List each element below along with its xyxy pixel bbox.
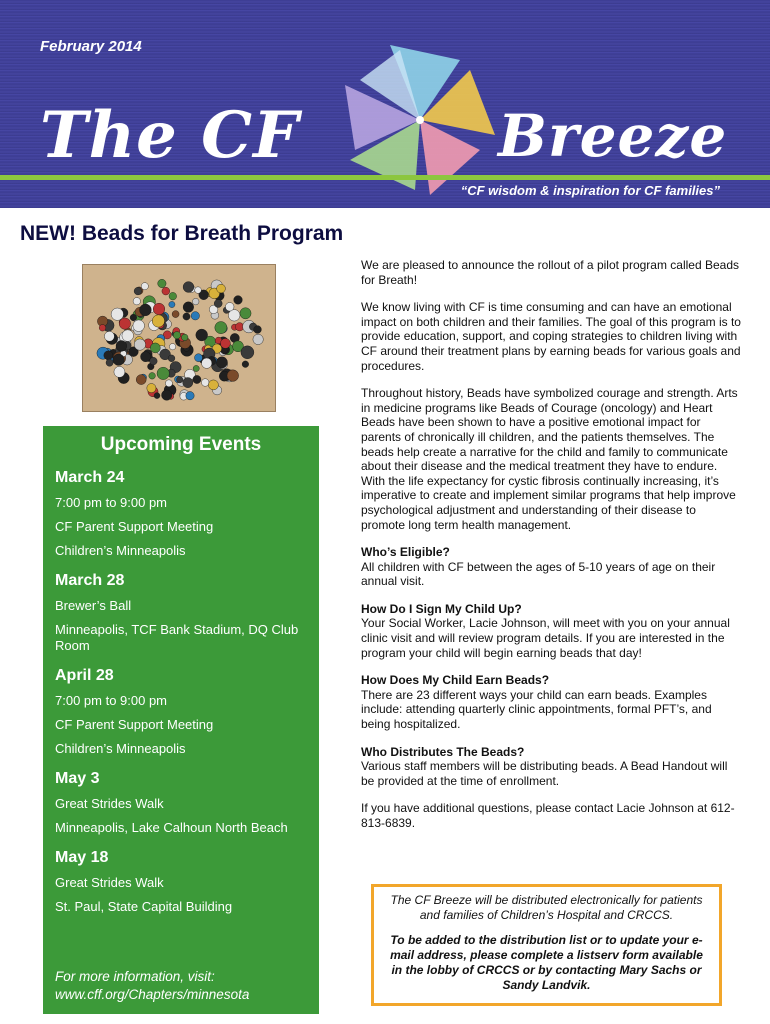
- event-date: March 24: [55, 469, 125, 486]
- event-detail: Brewer’s Ball: [55, 598, 132, 613]
- bead: [99, 325, 106, 332]
- bead: [253, 334, 263, 344]
- bead: [113, 354, 124, 365]
- bead: [153, 303, 165, 315]
- bead: [195, 354, 203, 362]
- bead: [165, 380, 172, 387]
- bead: [242, 361, 249, 368]
- bead: [134, 339, 145, 350]
- bead: [183, 313, 190, 320]
- bead: [119, 318, 130, 329]
- notice-line: To be added to the distribution list or to update your e-mail address, please complete a listserv form available in the lobby of CRCCS or by contacting Mary Sachs or Sandy Landvik.: [390, 933, 703, 992]
- faq-question: Who’s Eligible?: [361, 545, 450, 560]
- bead: [234, 296, 243, 305]
- event-detail: Children’s Minneapolis: [55, 741, 186, 756]
- event-detail: Minneapolis, TCF Bank Stadium, DQ Club Room: [55, 622, 299, 653]
- bead: [196, 329, 208, 341]
- bead: [150, 357, 158, 365]
- events-heading: Upcoming Events: [100, 434, 262, 455]
- bead: [122, 330, 134, 342]
- bead: [157, 367, 169, 379]
- bead: [225, 303, 234, 312]
- tagline: “CF wisdom & inspiration for CF families”: [460, 183, 720, 198]
- faq-signup: [361, 602, 741, 660]
- bead: [162, 287, 170, 295]
- bead: [202, 358, 212, 368]
- bead: [133, 298, 140, 305]
- faq-answer: Your Social Worker, Lacie Johnson, will meet with you on your annual clinic visit and will review program details. If you are interested in the program your child will begin earning beads that day!: [361, 616, 730, 660]
- event-detail: CF Parent Support Meeting: [55, 519, 214, 534]
- bead: [141, 352, 151, 362]
- bead: [136, 375, 146, 385]
- bead: [147, 384, 156, 393]
- event-detail: Children’s Minneapolis: [55, 543, 186, 558]
- bead: [254, 326, 262, 334]
- event-date: May 3: [55, 770, 100, 787]
- bead: [169, 344, 175, 350]
- bead: [172, 311, 179, 318]
- bead: [169, 301, 175, 307]
- more-info-label: For more information, visit:: [55, 969, 215, 984]
- bead: [168, 355, 175, 362]
- faq-answer: There are 23 different ways your child can earn beads. Examples include: attending quarterly clinic appointments, formal PFT’s, and being hospitalized.: [361, 687, 712, 732]
- bead: [177, 377, 183, 383]
- faq-answer: All children with CF between the ages of 5-10 years of age on their annual visit.: [361, 559, 716, 589]
- event-item: [55, 572, 307, 654]
- event-item: [55, 770, 307, 836]
- article-paragraph: We are pleased to announce the rollout of a pilot program called Beads for Breath!: [361, 258, 740, 287]
- event-detail: St. Paul, State Capital Building: [55, 899, 233, 914]
- event-detail: Great Strides Walk: [55, 796, 164, 811]
- article-body: [361, 258, 741, 844]
- more-info-link[interactable]: www.cff.org/Chapters/minnesota: [55, 987, 250, 1002]
- masthead-title-right: Breeze: [498, 102, 728, 170]
- event-date: March 28: [55, 572, 125, 589]
- bead: [241, 346, 254, 359]
- distribution-notice: [371, 884, 722, 1006]
- notice-line: The CF Breeze will be distributed electronically for patients and families of Children’s Hospital and CRCCS.: [390, 893, 703, 922]
- bead: [191, 312, 199, 320]
- bead: [134, 287, 142, 295]
- faq-distribution: [361, 745, 741, 789]
- bead: [183, 282, 194, 293]
- bead: [114, 366, 125, 377]
- event-detail: 7:00 pm to 9:00 pm: [55, 693, 168, 708]
- bead: [216, 357, 227, 368]
- bead: [183, 378, 193, 388]
- bead: [183, 302, 194, 313]
- bead: [158, 279, 166, 287]
- bead: [111, 308, 123, 320]
- faq-question: Who Distributes The Beads?: [361, 744, 525, 759]
- bead: [140, 304, 152, 316]
- bead: [181, 334, 188, 341]
- bead: [133, 320, 145, 332]
- event-item: [55, 849, 307, 915]
- issue-date: February 2014: [40, 38, 142, 55]
- event-detail: Great Strides Walk: [55, 875, 164, 890]
- bead: [214, 300, 222, 308]
- faq-eligibility: [361, 545, 741, 589]
- bead: [130, 314, 137, 321]
- faq-question: How Do I Sign My Child Up?: [361, 601, 522, 616]
- bead: [220, 338, 230, 348]
- bead: [215, 322, 227, 334]
- bead: [173, 332, 180, 339]
- banner-divider: [0, 175, 770, 180]
- bead: [152, 315, 164, 327]
- event-item: [55, 469, 307, 559]
- bead: [169, 292, 177, 300]
- article-paragraph: Throughout history, Beads have symbolized courage and strength. Arts in medicine programs like Beads of Courage (oncology) and Heart Beads have been shown to have a positive emotional impact for parents of chronically ill children, and the patients themselves. The beads help create a narrative for the child and family to communicate about their disease and the medical treatment they have to endure. With the life expectancy for cystic fibrosis continually increasing, it’s imperative to create and implement similar programs that help improve psychological adjustment and understanding of their disease to promote long term health management.: [361, 386, 738, 532]
- bead: [186, 392, 194, 400]
- bead: [201, 379, 209, 387]
- bead: [227, 370, 239, 382]
- bead: [193, 365, 199, 371]
- event-item: [55, 667, 307, 757]
- upcoming-events-panel: [43, 426, 319, 1014]
- bead: [208, 380, 218, 390]
- bead: [192, 298, 199, 305]
- contact-paragraph: If you have additional questions, please contact Lacie Johnson at 612-813-6839.: [361, 801, 735, 830]
- event-detail: Minneapolis, Lake Calhoun North Beach: [55, 820, 288, 835]
- article-paragraph: We know living with CF is time consuming and can have an emotional impact on both children and their families. The goal of this program is to provide education, support, and coping strategies to children living with CF around their treatment plans by earning beads for various goals and procedures.: [361, 300, 741, 373]
- faq-earn-beads: [361, 673, 741, 731]
- newsletter-banner: [0, 0, 770, 208]
- bead: [141, 283, 148, 290]
- bead: [217, 284, 226, 293]
- bead: [104, 351, 113, 360]
- faq-answer: Various staff members will be distributing beads. A Bead Handout will be provided at the time of enrollment.: [361, 759, 728, 788]
- article-headline: NEW! Beads for Breath Program: [20, 222, 344, 245]
- event-date: April 28: [55, 667, 114, 684]
- faq-question: How Does My Child Earn Beads?: [361, 673, 550, 688]
- bead: [154, 393, 160, 399]
- bead: [104, 331, 114, 341]
- bead: [162, 390, 172, 400]
- beads-photo: [82, 264, 276, 412]
- bead: [106, 359, 113, 366]
- masthead-title-left: The CF: [40, 98, 300, 173]
- bead: [240, 308, 251, 319]
- more-info: [55, 968, 249, 1004]
- bead: [149, 373, 156, 380]
- bead: [195, 287, 202, 294]
- bead: [116, 341, 127, 352]
- bead: [150, 343, 160, 353]
- event-detail: CF Parent Support Meeting: [55, 717, 214, 732]
- bead: [193, 375, 201, 383]
- event-detail: 7:00 pm to 9:00 pm: [55, 495, 168, 510]
- event-date: May 18: [55, 849, 109, 866]
